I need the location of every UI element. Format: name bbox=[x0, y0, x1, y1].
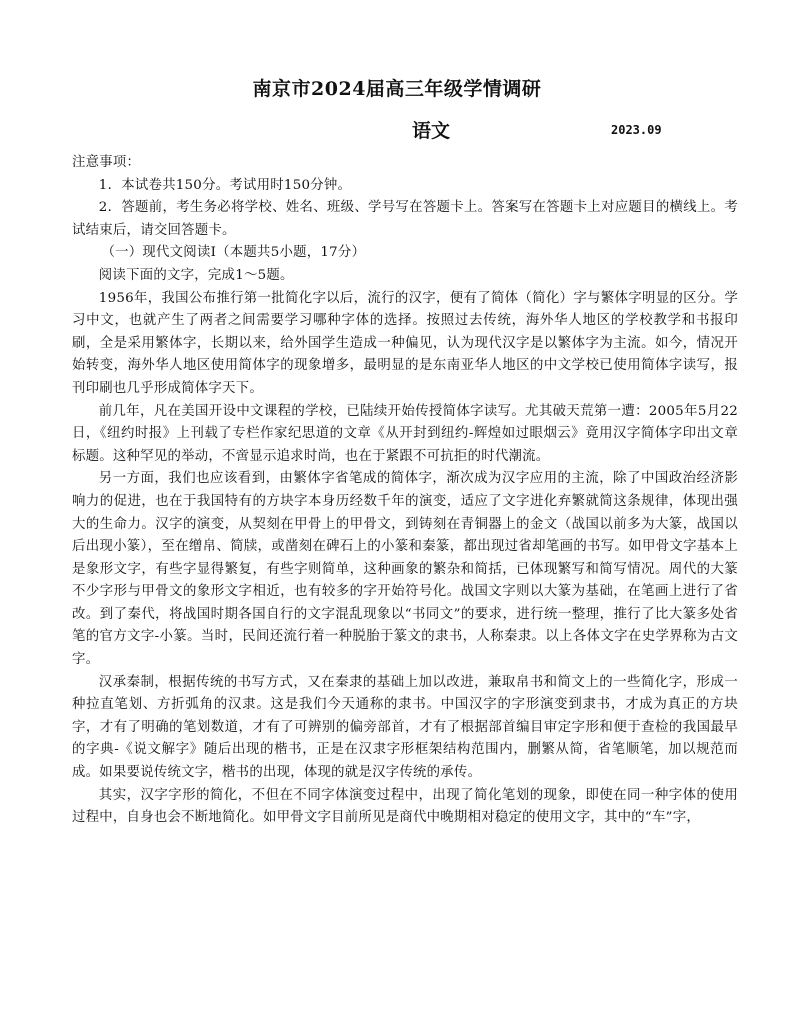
article-paragraph: 1956年，我国公布推行第一批简化字以后，流行的汉字，便有了简体（简化）字与繁体字明显的区分。学习中文，也就产生了两者之间需要学习哪种字体的选择。按照过去传统，海外华人地区的学校教学和书报印刷，全是采用繁体字，长期以来，给外国学生造成一种偏见，认为现代汉字是以繁体字为主流。如今，情况开始转变，海外华人地区使用简体字的现象增多，最明显的是东南亚华人地区的中文学校已使用简体字读写，报刊印刷也几乎形成简体字天下。 bbox=[72, 290, 738, 396]
exam-date: 2023.09 bbox=[611, 123, 662, 137]
section-title: （一）现代文阅读I（本题共5小题，17分） bbox=[101, 245, 366, 261]
exam-body bbox=[72, 152, 738, 830]
article-paragraph: 另一方面，我们也应该看到，由繁体字省笔成的简体字，渐次成为汉字应用的主流，除了中国政治经济影响力的促进，也在于我国特有的方块字本身历经数千年的演变，适应了文字进化弃繁就简这条规律，体现出强大的生命力。汉字的演变，从契刻在甲骨上的甲骨文，到铸刻在青铜器上的金文（战国以前多为大篆，战国以后出现小篆），至在缯帛、简牍，或凿刻在碑石上的小篆和秦篆，都出现过省却笔画的书写。如甲骨文字基本上是象形文字，有些字显得繁复，有些字则简单，这种画象的繁杂和简括，已体现繁写和简写情况。周代的大篆不少字形与甲骨文的象形文字相近，也有较多的字开始符号化。战国文字则以大篆为基础，在笔画上进行了省改。到了秦代，将战国时期各国自行的文字混乱现象以“书同文”的要求，进行统一整理，推行了比大篆多处省笔的官方文字-小篆。当时，民间还流行着一种脱胎于篆文的隶书，人称秦隶。以上各体文字在史学界称为古文字。 bbox=[72, 471, 738, 668]
article-paragraph: 汉承秦制，根据传统的书写方式，又在秦隶的基础上加以改进，兼取帛书和简文上的一些简化字，形成一种拉直笔划、方折弧角的汉隶。这是我们今天通称的隶书。中国汉字的字形演变到隶书，才成为真正的方块字，才有了明确的笔划数道，才有了可辨别的偏旁部首，才有了根据部首编目审定字形和便于查检的我国最早的字典-《说文解字》随后出现的楷书，正是在汉隶字形框架结构范围内，删繁从简，省笔顺笔，加以规范而成。如果要说传统文字，楷书的出现，体现的就是汉字传统的承传。 bbox=[72, 674, 738, 781]
exam-title: 南京市2024届高三年级学情调研 bbox=[252, 78, 542, 100]
article-paragraph: 其实，汉字字形的简化，不但在不同字体演变过程中，出现了简化笔划的现象，即使在同一种字体的使用过程中，自身也会不断地简化。如甲骨文字目前所见是商代中晚期相对稳定的使用文字，其中的“车”字， bbox=[72, 787, 738, 826]
notes-item-2: 2．答题前，考生务必将学校、姓名、班级、学号写在答题卡上。答案写在答题卡上对应题目的横线上。考试结束后，请交回答题卡。 bbox=[72, 200, 738, 238]
article-paragraph: 前几年，凡在美国开设中文课程的学校，已陆续开始传授简体字读写。尤其破天荒第一遭：2005年5月22日，《纽约时报》上刊载了专栏作家纪思道的文章《从开封到纽约-辉煌如过眼烟云》竟用汉字简体字印出文章标题。这种罕见的举动，不啻显示追求时尚，也在于紧跟不可抗拒的时代潮流。 bbox=[72, 403, 738, 464]
notes-heading: 注意事项： bbox=[72, 155, 141, 170]
subject-label: 语文 bbox=[412, 120, 451, 142]
section-instruction: 阅读下面的文字，完成1～5题。 bbox=[98, 267, 294, 283]
notes-item-1: 1．本试卷共150分。考试用时150分钟。 bbox=[98, 177, 352, 193]
